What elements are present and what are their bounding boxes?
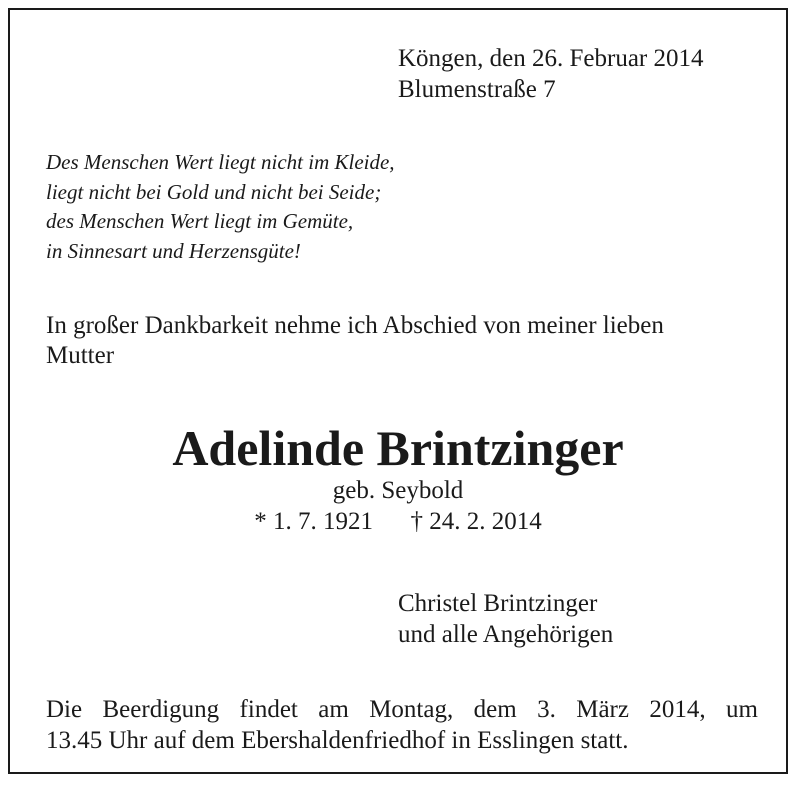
address: Blumenstraße 7 (398, 76, 556, 103)
poem (46, 148, 395, 266)
place-date: Köngen, den 26. Februar 2014 (398, 45, 704, 72)
poem-line: Des Menschen Wert liegt nicht im Kleide, (46, 150, 395, 174)
funeral-info-continued: 13.45 Uhr auf dem Ebershaldenfriedhof in Esslingen statt. (46, 727, 629, 754)
poem-line: des Menschen Wert liegt im Gemüte, (46, 209, 354, 233)
death-date: † 24. 2. 2014 (410, 508, 542, 535)
poem-line: in Sinnesart und Herzensgüte! (46, 238, 301, 263)
deceased-name: Adelinde Brintzinger (172, 420, 624, 476)
intro-text: In großer Dankbarkeit nehme ich Abschied von meiner lieben (46, 312, 664, 339)
intro-text-continued: Mutter (46, 342, 115, 369)
mourner-relatives: und alle Angehörigen (398, 621, 614, 648)
obituary-notice (8, 8, 788, 774)
poem-line: liegt nicht bei Gold und nicht bei Seide; (46, 179, 382, 204)
life-dates (10, 507, 786, 537)
maiden-name: geb. Seybold (332, 477, 464, 504)
birth-date: * 1. 7. 1921 (254, 508, 373, 535)
mourner-name: Christel Brintzinger (398, 590, 598, 617)
funeral-info: Die Beerdigung findet am Montag, dem 3. März 2014, um (46, 696, 758, 723)
